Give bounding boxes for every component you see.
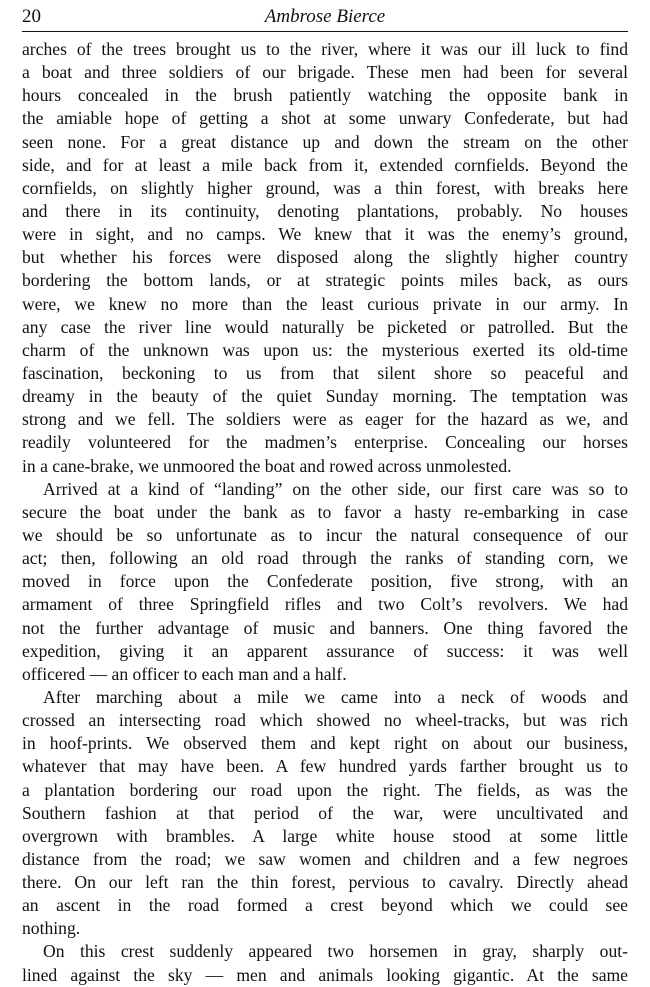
text-line: expedition, giving it an apparent assurance of success: it was well	[22, 640, 628, 661]
body-text	[22, 38, 628, 987]
text-line: whatever that may have been. A few hundred yards farther brought us to	[22, 756, 628, 777]
text-line: a plantation bordering our road upon the right. The fields, as was the	[22, 779, 628, 800]
text-line: an ascent in the road formed a crest beyond which we could see	[22, 895, 628, 916]
paragraph-last-line: nothing.	[22, 918, 81, 939]
text-line: arches of the trees brought us to the river, where it was our ill luck to find	[22, 39, 628, 59]
text-line: seen none. For a great distance up and down the stream on the other	[22, 131, 628, 152]
text-line: dreamy in the beauty of the quiet Sunday morning. The temptation was	[22, 386, 628, 407]
text-line: overgrown with brambles. A large white house stood at some little	[22, 825, 628, 846]
text-line: moved in force upon the Confederate position, five strong, with an	[22, 571, 628, 592]
text-line: there. On our left ran the thin forest, pervious to cavalry. Directly ahead	[22, 872, 628, 893]
text-line: cornfields, on slightly higher ground, was a thin forest, with breaks here	[22, 177, 628, 198]
text-line: crossed an intersecting road which showed no wheel-tracks, but was rich	[22, 710, 628, 731]
text-line: hours concealed in the brush patiently watching the opposite bank in	[22, 85, 628, 106]
running-title: Ambrose Bierce	[264, 6, 386, 27]
text-line: distance from the road; we saw women and children and a few negroes	[22, 848, 628, 869]
paragraph-last-line: in a cane-brake, we unmoored the boat and rowed across unmolested.	[22, 455, 512, 476]
text-line: charm of the unknown was upon us: the mysterious exerted its old-time	[22, 339, 628, 360]
text-line: secure the boat under the bank as to favor a hasty re-embarking in case	[22, 501, 628, 522]
text-line: but whether his forces were disposed along the slightly higher country	[22, 247, 628, 268]
text-line: and there in its continuity, denoting plantations, probably. No houses	[22, 200, 628, 221]
text-line: bordering the bottom lands, or at strategic points miles back, as ours	[22, 270, 628, 291]
header-rule	[22, 31, 628, 32]
running-head	[22, 4, 628, 30]
text-line: Southern fashion at that period of the war, were uncultivated and	[22, 802, 628, 823]
paragraph-first-line: After marching about a mile we came into a neck of woods and	[43, 686, 628, 707]
text-line: any case the river line would naturally be picketed or patrolled. But the	[22, 316, 628, 337]
text-line: fascination, beckoning to us from that silent shore so peaceful and	[22, 362, 628, 383]
text-line: readily volunteered for the madmen’s enterprise. Concealing our horses	[22, 432, 628, 453]
text-line: were in sight, and no camps. We knew that it was the enemy’s ground,	[22, 224, 628, 245]
text-line: a boat and three soldiers of our brigade. These men had been for several	[22, 62, 628, 83]
text-line: strong and we fell. The soldiers were as eager for the hazard as we, and	[22, 409, 628, 430]
paragraph-first-line: Arrived at a kind of “landing” on the other side, our first care was so to	[43, 478, 628, 499]
text-line: not the further advantage of music and banners. One thing favored the	[22, 617, 628, 638]
text-line: were, we knew no more than the least curious private in our army. In	[22, 293, 628, 314]
paragraph-last-line: officered — an officer to each man and a half.	[22, 663, 347, 684]
page-number: 20	[22, 6, 41, 27]
text-line: the amiable hope of getting a shot at some unwary Confederate, but had	[22, 108, 628, 129]
text-line: armament of three Springfield rifles and two Colt’s revolvers. We had	[22, 594, 628, 615]
text-line: we should be so unfortunate as to incur the natural consequence of our	[22, 524, 628, 545]
text-line: in hoof-prints. We observed them and kept right on about our business,	[22, 733, 628, 754]
text-line: side, and for at least a mile back from it, extended cornfields. Beyond the	[22, 154, 628, 175]
text-line: act; then, following an old road through the ranks of standing corn, we	[22, 548, 628, 569]
paragraph-first-line: On this crest suddenly appeared two horsemen in gray, sharply out-	[43, 941, 628, 962]
text-line: lined against the sky — men and animals looking gigantic. At the same	[22, 964, 628, 985]
